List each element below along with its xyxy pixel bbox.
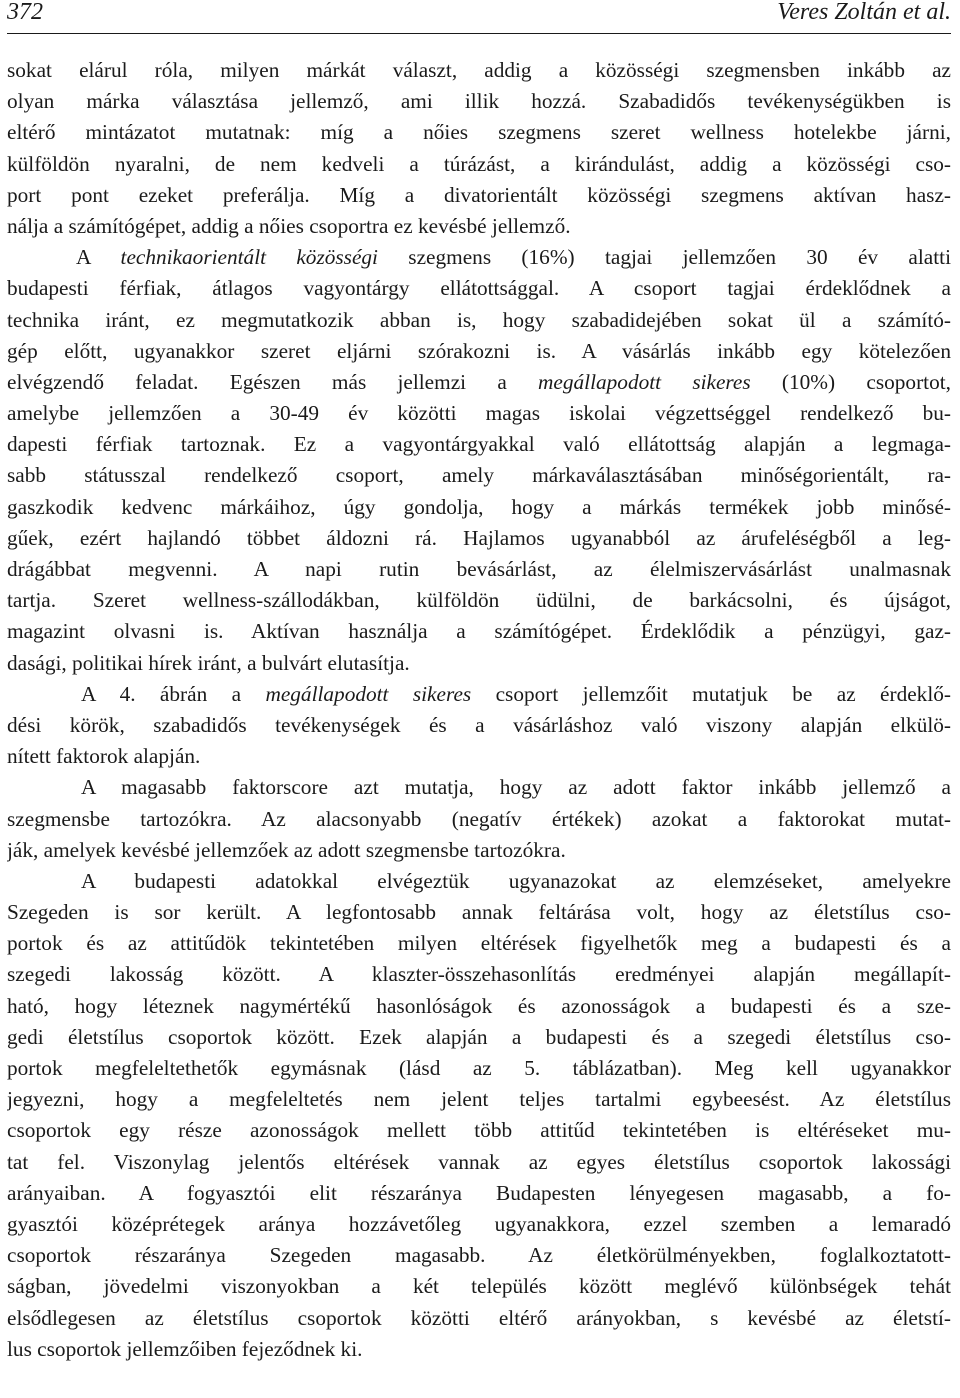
text-line	[7, 367, 951, 398]
text-line: dapesti férfiak tartoznak. Ez a vagyontárgyakkal való ellátottság alapján a legmaga-	[7, 432, 951, 457]
text-line: magazint olvasni is. Aktívan használja a számítógépet. Érdeklődik a pénzügyi, gaz-	[7, 619, 951, 644]
emphasis: megállapodott sikeres	[265, 681, 472, 706]
text-line: szegmensbe tartozókra. Az alacsonyabb (negatív értékek) azokat a faktorokat mutat-	[7, 806, 951, 831]
text-segment: elvégzendő feladat. Egészen más jellemzi a	[7, 369, 539, 394]
text-line: szegedi lakosság között. A klaszter-összehasonlítás eredményei alapján megállapít-	[7, 962, 951, 987]
text-line: csoportok egy része azonosságok mellett több attitűd tekintetében is eltéréseket mu-	[7, 1118, 951, 1143]
text-line: gűek, ezért hajlandó többet áldozni rá. Hajlamos ugyanabból az árufeléségből a leg-	[7, 525, 951, 550]
text-line: Szegeden is sor került. A legfontosabb annak feltárása volt, hogy az életstílus cso-	[7, 900, 951, 925]
text-line: nített faktorok alapján.	[7, 744, 201, 769]
text-line: sokat elárul róla, milyen márkát választ, addig a közösségi szegmensben inkább az	[7, 58, 951, 82]
text-segment: szegmens (16%) tagjai jellemzően 30 év alatti	[377, 245, 951, 270]
text-line: drágábbat megvenni. A napi rutin bevásárlást, az élelmiszervásárlást unalmasnak	[7, 557, 951, 581]
text-line: ságban, jövedelmi viszonyokban a két település között meglévő különbségek tehát	[7, 1274, 951, 1299]
text-line: portok és az attitűdök tekintetében milyen eltérések figyelhetők meg a budapesti és a	[7, 931, 951, 956]
text-line: tartja. Szeret wellness-szállodákban, külföldön üdülni, de barkácsolni, és újságot,	[7, 588, 951, 613]
text-segment: A	[76, 245, 121, 270]
text-line: A magasabb faktorscore azt mutatja, hogy az adott faktor inkább jellemző a	[81, 775, 951, 800]
body-text	[7, 55, 951, 1365]
text-line	[7, 679, 951, 710]
text-line: jegyezni, hogy a megfeleltetés nem jelent teljes tartalmi egybeesést. Az életstílus	[7, 1087, 951, 1112]
text-line: gaszkodik kedvenc márkáihoz, úgy gondolja, hogy a márkás termékek jobb minősé-	[7, 494, 951, 519]
emphasis: megállapodott sikeres	[538, 369, 751, 394]
text-line	[7, 242, 951, 273]
text-line: elsődlegesen az életstílus csoportok közötti eltérő arányokban, s kevésbé az életstí-	[7, 1305, 951, 1330]
text-line: tat fel. Viszonylag jelentős eltérések vannak az egyes életstílus csoportok lakossági	[7, 1149, 951, 1174]
running-head	[7, 0, 951, 34]
text-line: budapesti férfiak, átlagos vagyontárgy ellátottsággal. A csoport tagjai érdeklődnek a	[7, 276, 951, 301]
text-line: gép előtt, ugyanakkor szeret eljárni szórakozni is. A vásárlás inkább egy kötelezően	[7, 338, 951, 363]
text-segment: csoport jellemzőit mutatjuk be az érdeklő-	[471, 681, 951, 706]
text-line: gedi életstílus csoportok között. Ezek alapján a budapesti és a szegedi életstílus cso-	[7, 1024, 951, 1049]
text-line: A budapesti adatokkal elvégeztük ugyanazokat az elemzéseket, amelyekre	[81, 868, 951, 893]
text-line: nálja a számítógépet, addig a nőies csoportra ez kevésbé jellemző.	[7, 213, 571, 238]
text-line: dasági, politikai hírek iránt, a bulvárt elutasítja.	[7, 650, 410, 675]
text-line: dési körök, szabadidős tevékenységek és a vásárláshoz való viszony alapján elkülö-	[7, 712, 951, 737]
text-line: sabb státusszal rendelkező csoport, amely márkaválasztásában minőségorientált, ra-	[7, 463, 951, 488]
text-line: gyasztói középrétegek aránya hozzávetőleg ugyanakkora, ezzel szemben a lemaradó	[7, 1211, 951, 1236]
text-line: csoportok részaránya Szegeden magasabb. Az életkörülményekben, foglalkoztatott-	[7, 1243, 951, 1268]
text-segment: A 4. ábrán a	[81, 681, 266, 706]
emphasis: technikaorientált közösségi	[120, 245, 378, 270]
text-line: ható, hogy léteznek nagymértékű hasonlóságok és azonosságok a budapesti és a sze-	[7, 993, 951, 1018]
text-line: technika iránt, ez megmutatkozik abban is, hogy szabadidejében sokat ül a számító-	[7, 307, 951, 332]
text-segment: (10%) csoportot,	[750, 369, 951, 394]
page-number: 372	[7, 0, 43, 25]
text-line: ják, amelyek kevésbé jellemzőek az adott szegmensbe tartozókra.	[7, 837, 566, 862]
text-line: lus csoportok jellemzőiben fejeződnek ki.	[7, 1336, 363, 1361]
text-line: portok megfeleltethetők egymásnak (lásd az 5. táblázatban). Meg kell ugyanakkor	[7, 1056, 951, 1080]
text-line: eltérő mintázatot mutatnak: míg a nőies szegmens szeret wellness hotelekbe járni,	[7, 120, 951, 145]
running-head-author: Veres Zoltán et al.	[777, 0, 951, 25]
text-line: arányaiban. A fogyasztói elit részaránya Budapesten lényegesen magasabb, a fo-	[7, 1180, 951, 1205]
text-line: olyan márka választása jellemző, ami illik hozzá. Szabadidős tevékenységükben is	[7, 89, 951, 114]
text-line: külföldön nyaralni, de nem kedveli a túrázást, a kirándulást, addig a közösségi cso-	[7, 151, 951, 176]
text-line: port pont ezeket preferálja. Míg a divatorientált közösségi szegmens aktívan hasz-	[7, 182, 951, 207]
header-rule	[7, 33, 951, 34]
text-line: amelybe jellemzően a 30-49 év közötti magas iskolai végzettséggel rendelkező bu-	[7, 401, 951, 426]
